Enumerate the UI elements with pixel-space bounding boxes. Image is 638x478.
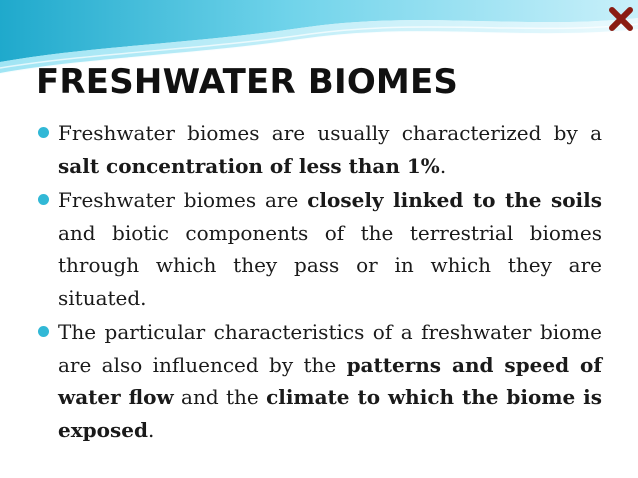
bullet-item [36,117,602,182]
bullet-text: The particular characteristics of a freshwater biome are also influenced by the [58,320,602,377]
bullet-item [36,184,602,314]
close-icon[interactable] [608,6,634,32]
bullet-text: and biotic components of the terrestrial biomes through which they pass or in which they are situated. [58,220,602,310]
bullet-text: . [147,417,155,442]
bullet-dot-icon [38,326,49,337]
bullet-item [36,316,602,446]
bullet-text: Freshwater biomes are [58,188,308,212]
bullet-dot-icon [38,127,49,138]
bullet-text: . [439,153,447,178]
slide-title: FRESHWATER BIOMES [36,62,459,102]
bullet-emphasis: closely linked to the soils [307,188,603,212]
bullet-emphasis: climate to which the biome is exposed [58,385,602,442]
bullet-dot-icon [38,194,49,205]
bullet-list [36,117,602,448]
bullet-emphasis: patterns and speed of water flow [58,352,602,409]
bullet-text: Freshwater biomes are usually characterized by a [58,121,602,145]
bullet-text: and the [173,385,267,409]
bullet-emphasis: salt concentration of less than 1% [58,153,440,178]
